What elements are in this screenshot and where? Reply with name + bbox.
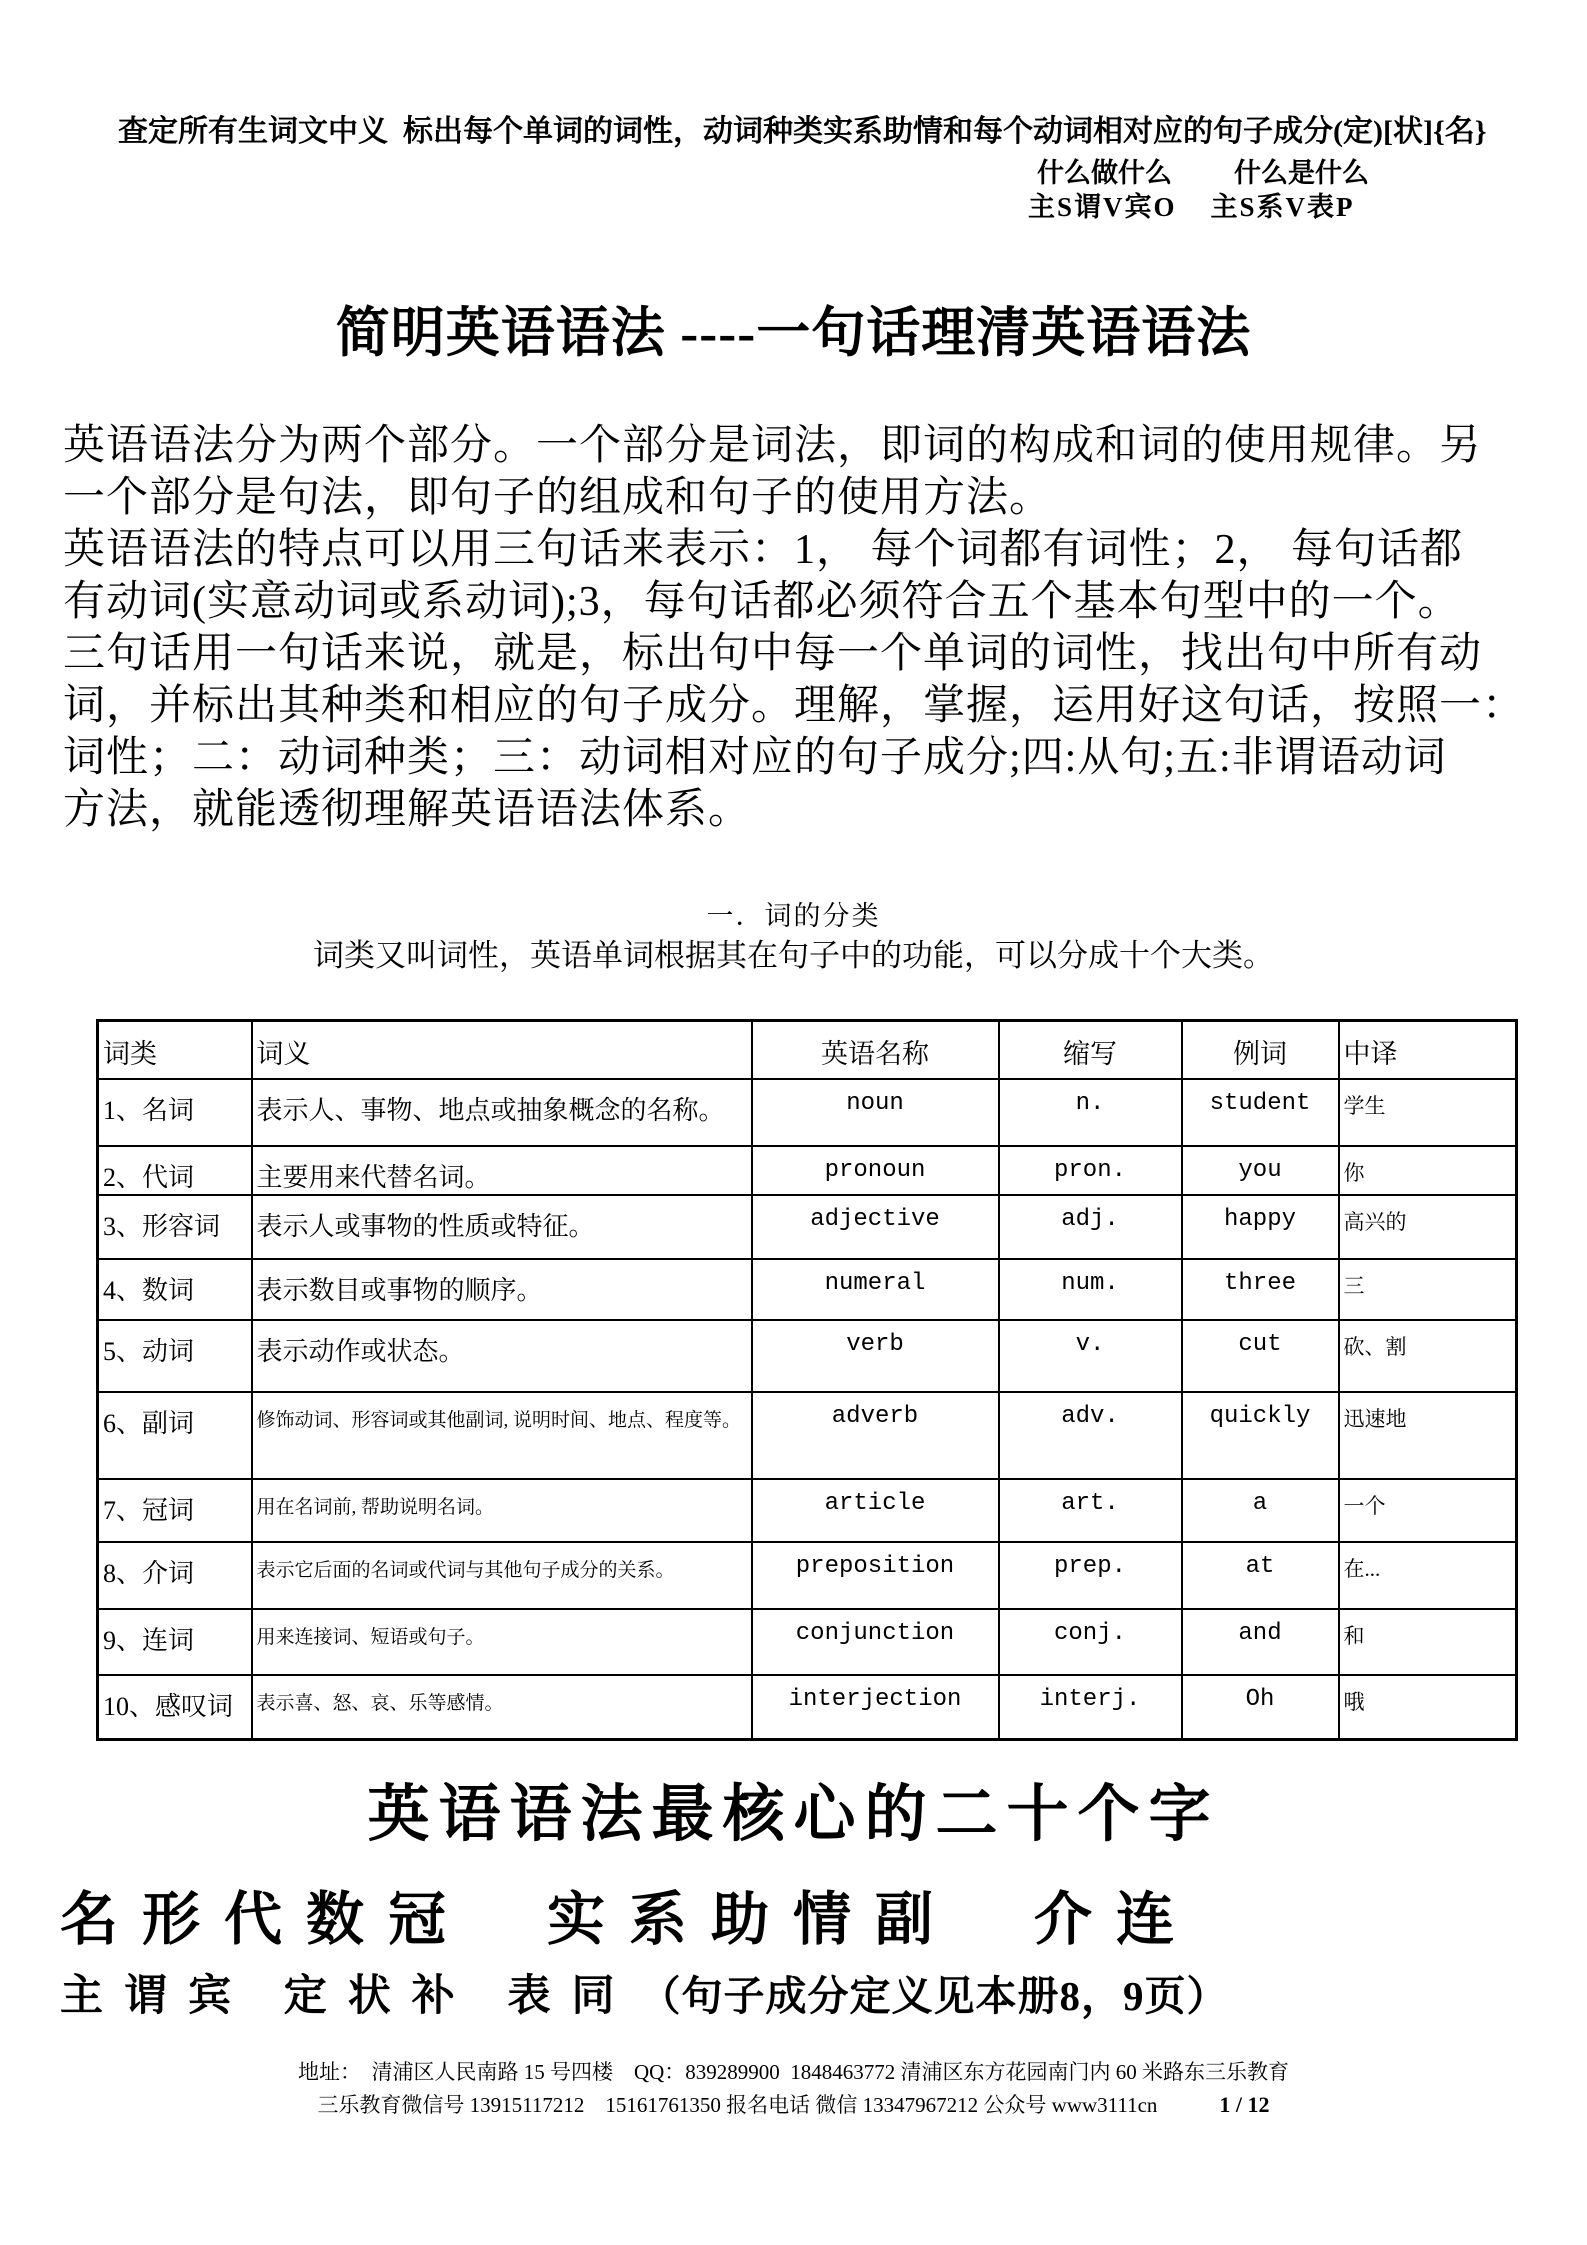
cell-chinese: 在... — [1339, 1542, 1517, 1609]
page-title: 简明英语语法 ----一句话理清英语语法 — [335, 303, 1252, 363]
cell-category: 9、连词 — [98, 1609, 252, 1675]
cell-category: 5、动词 — [98, 1320, 252, 1392]
cell-category: 6、副词 — [98, 1392, 252, 1479]
word-class-table — [96, 1019, 1518, 1741]
cell-example: quickly — [1182, 1392, 1339, 1479]
cell-example: cut — [1182, 1320, 1339, 1392]
cell-category: 4、数词 — [98, 1259, 252, 1320]
cell-english: preposition — [752, 1542, 999, 1609]
cell-meaning: 修饰动词、形容词或其他副词, 说明时间、地点、程度等。 — [252, 1392, 752, 1479]
intro-line: 一个部分是句法，即句子的组成和句子的使用方法。 — [63, 475, 1053, 521]
cell-example: a — [1182, 1479, 1339, 1542]
cell-abbreviation: prep. — [999, 1542, 1182, 1609]
cell-abbreviation: interj. — [999, 1675, 1182, 1740]
page-number: 1 / 12 — [1219, 2092, 1270, 2117]
cell-category: 7、冠词 — [98, 1479, 252, 1542]
table-row — [98, 1259, 1517, 1320]
intro-line: 有动词(实意动词或系动词);3，每句话都必须符合五个基本句型中的一个。 — [63, 579, 1461, 625]
cell-category: 8、介词 — [98, 1542, 252, 1609]
cell-example: and — [1182, 1609, 1339, 1675]
annotation-what-is-what: 什么是什么 — [1234, 158, 1369, 188]
col-header-category: 词类 — [98, 1021, 252, 1079]
cell-english: pronoun — [752, 1146, 999, 1195]
cell-example: student — [1182, 1079, 1339, 1146]
intro-line: 方法，就能透彻理解英语语法体系。 — [63, 787, 752, 833]
cell-chinese: 迅速地 — [1339, 1392, 1517, 1479]
cell-abbreviation: pron. — [999, 1146, 1182, 1195]
cell-example: Oh — [1182, 1675, 1339, 1740]
cell-meaning: 表示喜、怒、哀、乐等感情。 — [252, 1675, 752, 1740]
cell-chinese: 哦 — [1339, 1675, 1517, 1740]
sentence-elements: 主谓宾 定状补 表同 — [60, 1973, 636, 2020]
cell-abbreviation: num. — [999, 1259, 1182, 1320]
cell-abbreviation: adj. — [999, 1195, 1182, 1259]
table-row — [98, 1392, 1517, 1479]
annotation-svp: 主S系V表P — [1210, 192, 1355, 222]
section-heading: 一．词的分类 — [706, 901, 881, 931]
cell-meaning: 用在名词前, 帮助说明名词。 — [252, 1479, 752, 1542]
sentence-elements-note: （句子成分定义见本册8，9页） — [639, 1973, 1229, 2019]
footer-address-line: 地址： 清浦区人民南路 15 号四楼 QQ：839289900 1848463772 清浦区东方花园南门内 60 米路东三乐教育 — [297, 2060, 1290, 2084]
cell-meaning: 表示人或事物的性质或特征。 — [252, 1195, 752, 1259]
cell-chinese: 三 — [1339, 1259, 1517, 1320]
table-row — [98, 1195, 1517, 1259]
footer-contacts: 三乐教育微信号 13915117212 15161761350 报名电话 微信 13347967212 公众号 www3111cn — [317, 2093, 1158, 2117]
cell-english: numeral — [752, 1259, 999, 1320]
cell-example: you — [1182, 1146, 1339, 1195]
top-annotation-line3 — [1028, 185, 1355, 224]
col-header-chinese-translation: 中译 — [1339, 1021, 1517, 1079]
intro-line: 英语语法的特点可以用三句话来表示：1， 每个词都有词性；2， 每句话都 — [63, 527, 1464, 573]
core-sentence-elements-line — [60, 1962, 1229, 2023]
table-row — [98, 1479, 1517, 1542]
col-header-meaning: 词义 — [252, 1021, 752, 1079]
col-header-abbreviation: 缩写 — [999, 1021, 1182, 1079]
cell-chinese: 一个 — [1339, 1479, 1517, 1542]
table-row — [98, 1609, 1517, 1675]
intro-line: 英语语法分为两个部分。一个部分是词法，即词的构成和词的使用规律。另 — [63, 423, 1483, 469]
cell-abbreviation: v. — [999, 1320, 1182, 1392]
table-header-row — [98, 1021, 1517, 1079]
cell-meaning: 表示它后面的名词或代词与其他句子成分的关系。 — [252, 1542, 752, 1609]
cell-meaning: 用来连接词、短语或句子。 — [252, 1609, 752, 1675]
annotation-svo: 主S谓V宾O — [1028, 192, 1177, 222]
cell-category: 1、名词 — [98, 1079, 252, 1146]
intro-line: 词，并标出其种类和相应的句子成分。理解，掌握，运用好这句话，按照一： — [63, 683, 1526, 729]
cell-english: adjective — [752, 1195, 999, 1259]
cell-category: 3、形容词 — [98, 1195, 252, 1259]
annotation-what-does-what: 什么做什么 — [1037, 158, 1172, 188]
cell-meaning: 表示人、事物、地点或抽象概念的名称。 — [252, 1079, 752, 1146]
core-twenty-words-title: 英语语法最核心的二十个字 — [367, 1781, 1220, 1849]
intro-paragraphs — [63, 420, 1538, 836]
cell-english: verb — [752, 1320, 999, 1392]
intro-line: 词性；二：动词种类；三：动词相对应的句子成分;四:从句;五:非谓语动词 — [63, 735, 1447, 781]
cell-meaning: 表示动作或状态。 — [252, 1320, 752, 1392]
top-annotation-line1: 查定所有生词文中义 标出每个单词的词性，动词种类实系助情和每个动词相对应的句子成分(定)[状]{名} — [118, 115, 1487, 148]
table-row — [98, 1146, 1517, 1195]
section-subheading: 词类又叫词性，英语单词根据其在句子中的功能，可以分成十个大类。 — [313, 938, 1274, 973]
col-header-english-name: 英语名称 — [752, 1021, 999, 1079]
cell-english: interjection — [752, 1675, 999, 1740]
intro-line: 三句话用一句话来说，就是，标出句中每一个单词的词性，找出句中所有动 — [63, 631, 1483, 677]
cell-chinese: 学生 — [1339, 1079, 1517, 1146]
cell-abbreviation: adv. — [999, 1392, 1182, 1479]
cell-category: 10、感叹词 — [98, 1675, 252, 1740]
cell-chinese: 高兴的 — [1339, 1195, 1517, 1259]
table-row — [98, 1542, 1517, 1609]
table-row — [98, 1079, 1517, 1146]
col-header-example-word: 例词 — [1182, 1021, 1339, 1079]
cell-abbreviation: conj. — [999, 1609, 1182, 1675]
table-row — [98, 1675, 1517, 1740]
cell-example: happy — [1182, 1195, 1339, 1259]
cell-chinese: 你 — [1339, 1146, 1517, 1195]
cell-abbreviation: art. — [999, 1479, 1182, 1542]
cell-example: three — [1182, 1259, 1339, 1320]
cell-category: 2、代词 — [98, 1146, 252, 1195]
cell-english: adverb — [752, 1392, 999, 1479]
table-row — [98, 1320, 1517, 1392]
core-word-classes-line: 名形代数冠 实系助情副 介连 — [60, 1887, 1199, 1952]
cell-english: article — [752, 1479, 999, 1542]
cell-abbreviation: n. — [999, 1079, 1182, 1146]
cell-english: noun — [752, 1079, 999, 1146]
cell-meaning: 主要用来代替名词。 — [252, 1146, 752, 1195]
cell-english: conjunction — [752, 1609, 999, 1675]
cell-chinese: 和 — [1339, 1609, 1517, 1675]
cell-example: at — [1182, 1542, 1339, 1609]
cell-meaning: 表示数目或事物的顺序。 — [252, 1259, 752, 1320]
cell-chinese: 砍、割 — [1339, 1320, 1517, 1392]
footer-contact-line — [0, 2089, 1587, 2119]
